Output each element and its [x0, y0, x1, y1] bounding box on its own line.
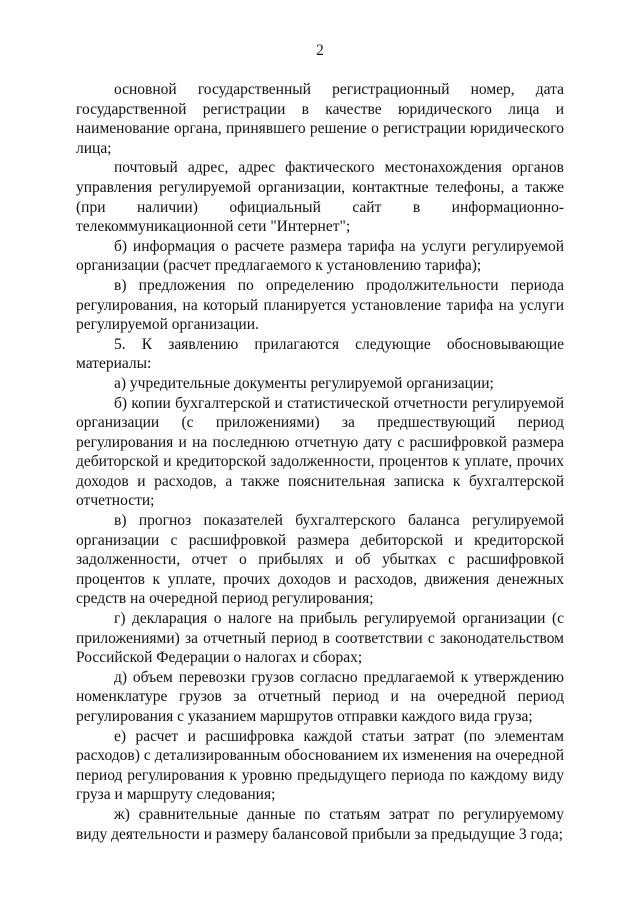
page-number: 2 [316, 42, 324, 59]
paragraph-cost-breakdown: е) расчет и расшифровка каждой статьи затрат (по элементам расходов) с детализированным обоснованием их изменения на очередной период регулирования к уровню предыдущего периода по каждому виду груза и маршруту следования; [76, 727, 564, 804]
paragraph-postal-address: почтовый адрес, адрес фактического местонахождения органов управления регулируемой организации, контактные телефоны, а также (при наличии) официальный сайт в информационно-телекоммуникационной сети "Интернет"; [76, 159, 564, 236]
paragraph-comparative-data: ж) сравнительные данные по статьям затрат по регулируемому виду деятельности и размеру балансовой прибыли за предыдущие 3 года; [76, 805, 564, 843]
paragraph-founding-documents: а) учредительные документы регулируемой организации; [114, 374, 494, 392]
paragraph-attached-materials: 5. К заявлению прилагаются следующие обосновывающие материалы: [76, 335, 564, 373]
paragraph-balance-forecast: в) прогноз показателей бухгалтерского баланса регулируемой организации с расшифровкой размера дебиторской и кредиторской задолженности, отчет о прибылях и об убытках с расшифровкой процентов к уплате, прочих доходов и расходов, движения денежных средств на очередной период регулирования; [76, 512, 564, 608]
document-body [76, 80, 564, 844]
paragraph-registration-details: основной государственный регистрационный номер, дата государственной регистрации в качестве юридического лица и наименование органа, принявшего решение о регистрации юридического лица; [76, 81, 564, 157]
paragraph-cargo-volume: д) объем перевозки грузов согласно предлагаемой к утверждению номенклатуре грузов за отчетный период и на очередной период регулирования с указанием маршрутов отправки каждого вида груза; [76, 668, 564, 725]
paragraph-tax-declaration: г) декларация о налоге на прибыль регулируемой организации (с приложениями) за отчетный период в соответствии с законодательством Российской Федерации о налогах и сборах; [76, 610, 564, 667]
paragraph-accounting-reports: б) копии бухгалтерской и статистической отчетности регулируемой организации (с приложениями) за предшествующий период регулирования и на последнюю отчетную дату с расшифровкой размера дебиторской и кредиторской задолженности, процентов к уплате, прочих доходов и расходов, а также пояснительная записка к бухгалтерской отчетности; [76, 394, 564, 510]
paragraph-regulation-period: в) предложения по определению продолжительности периода регулирования, на который планируется установление тарифа на услуги регулируемой организации. [76, 276, 564, 334]
paragraph-tariff-calculation: б) информация о расчете размера тарифа на услуги регулируемой организации (расчет предлагаемого к установлению тарифа); [76, 237, 564, 275]
